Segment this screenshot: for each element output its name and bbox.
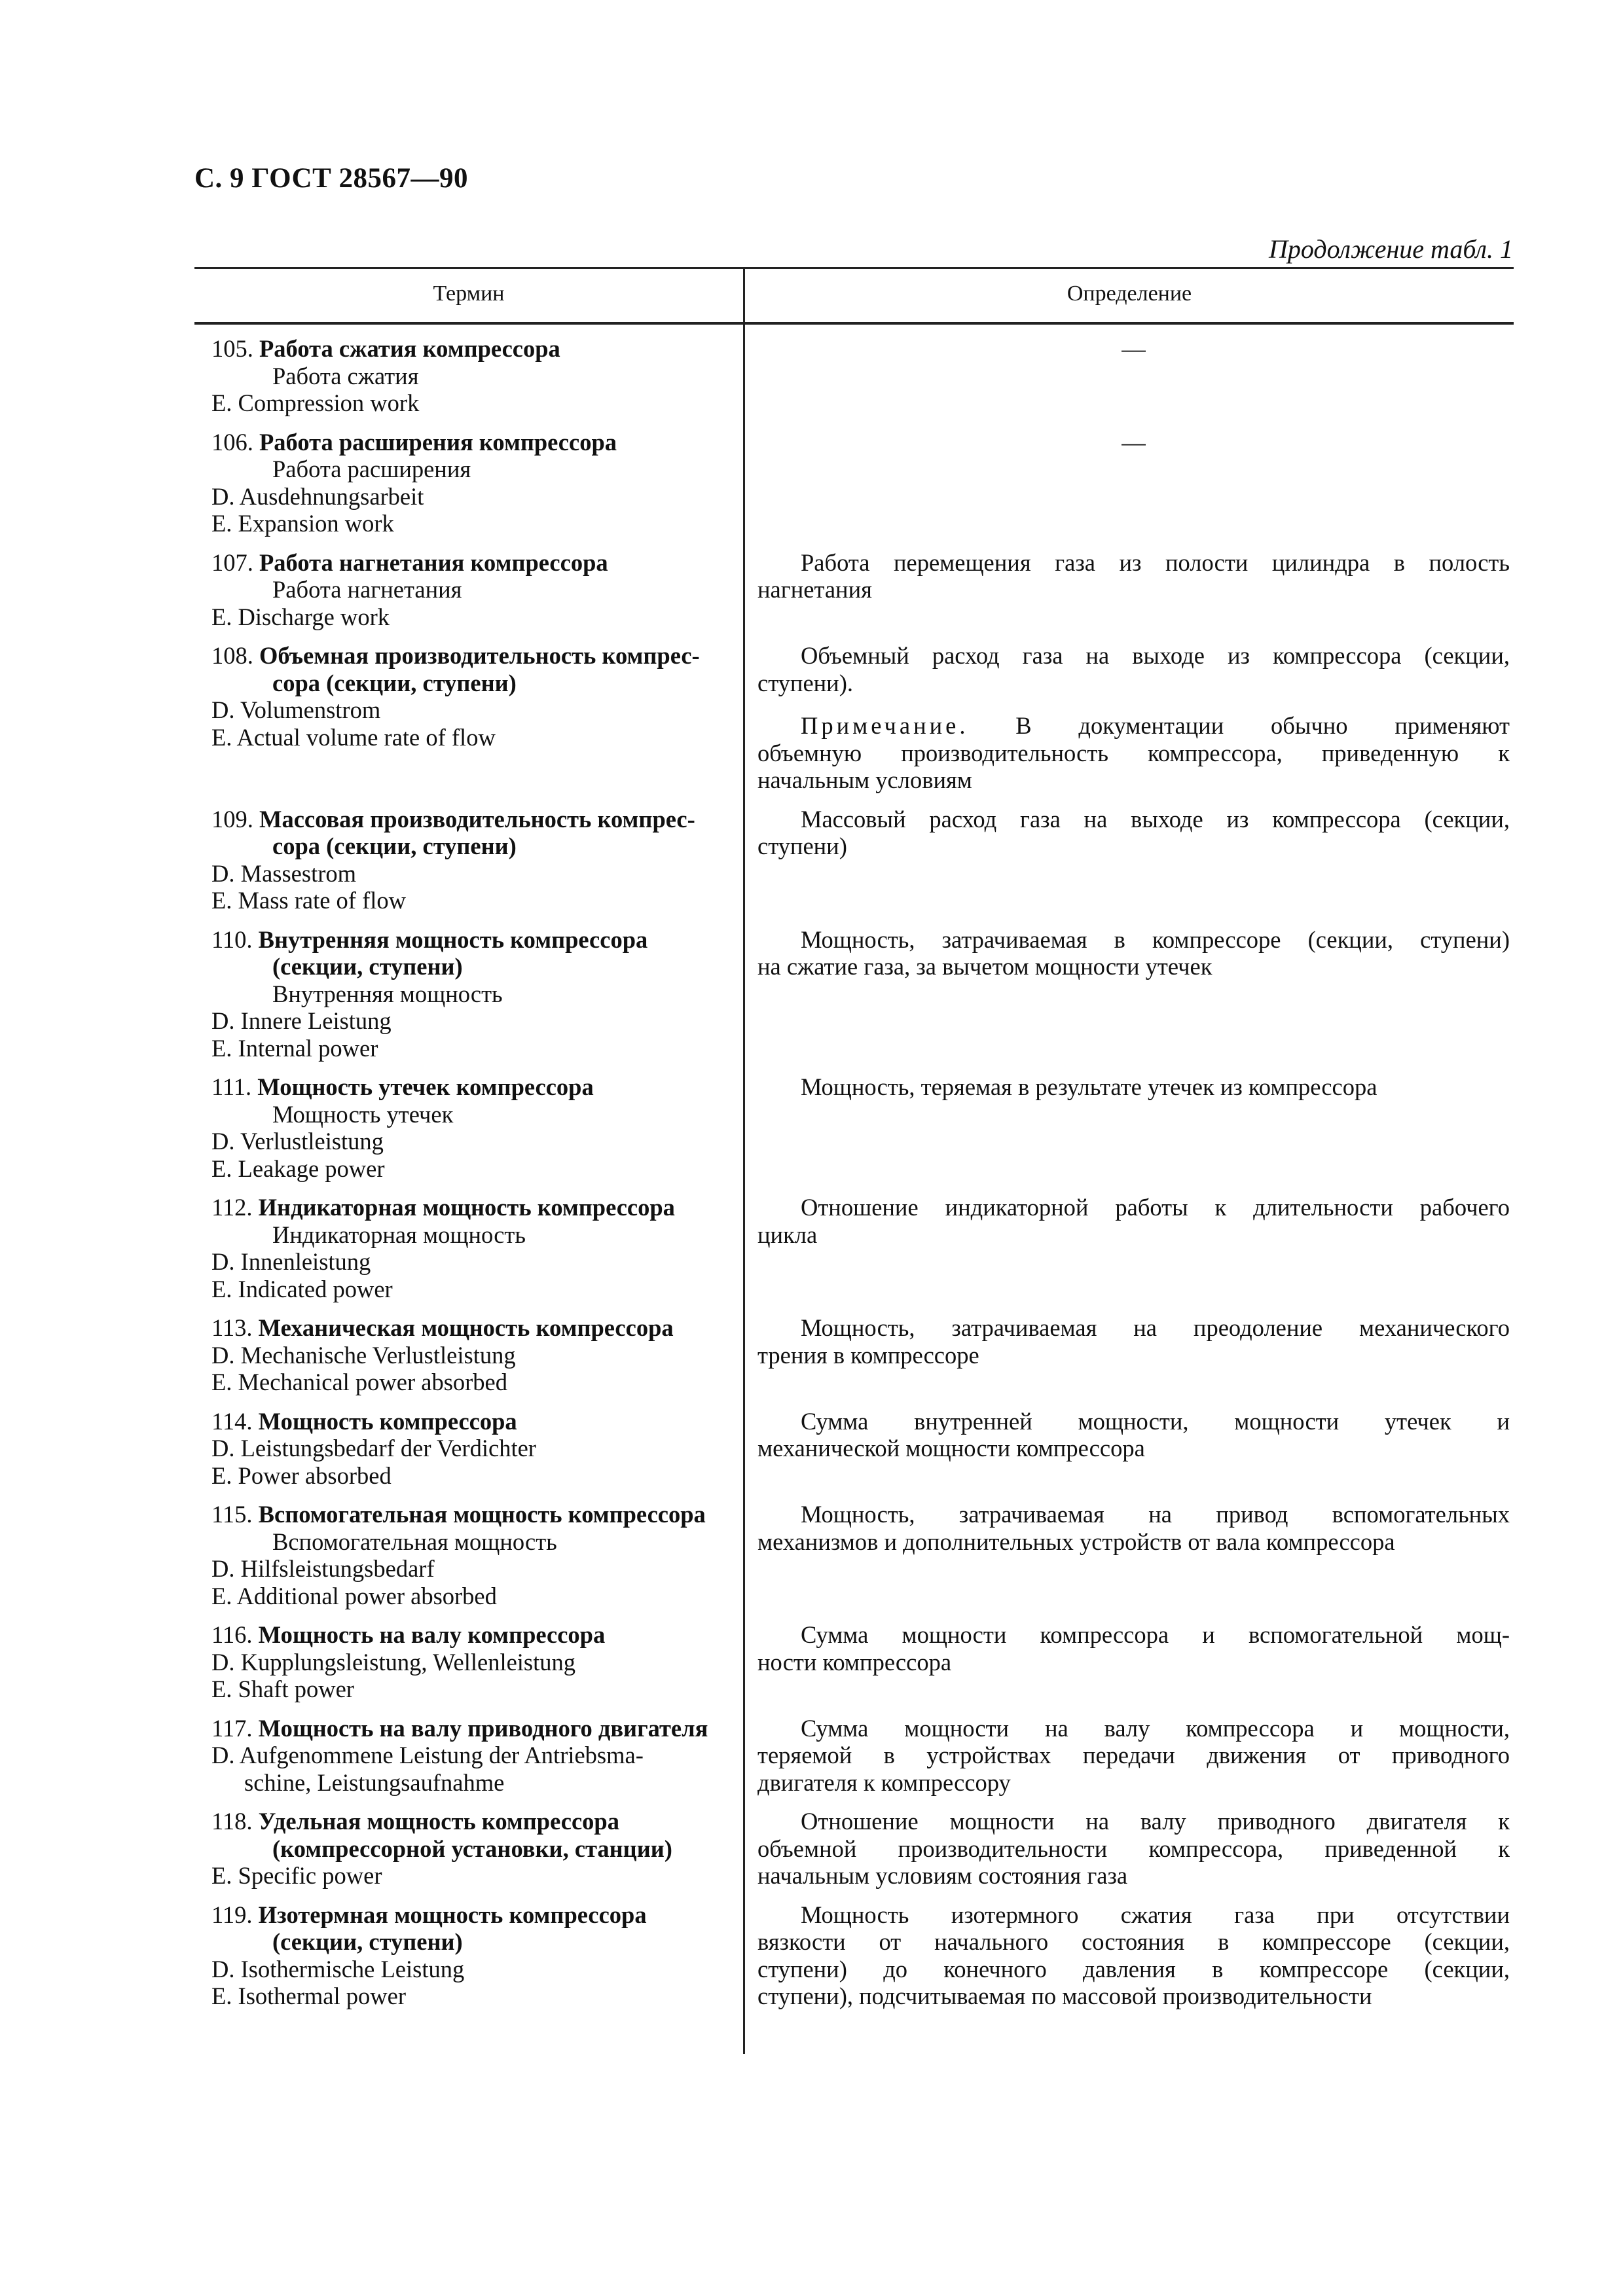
definition-line: Мощность, затрачиваемая в компрессоре (секции, ступени) xyxy=(801,925,1510,953)
term-name: Работа нагнетания компрессора xyxy=(259,548,608,576)
term-cell xyxy=(194,1901,743,2010)
definition-line: Мощность, теряемая в результате утечек из компрессора xyxy=(801,1073,1377,1100)
term-cell xyxy=(194,1408,743,1490)
term-number: 112. xyxy=(211,1194,253,1221)
term-number: 111. xyxy=(211,1073,252,1100)
term-cell xyxy=(194,1501,743,1609)
column-header-definition: Определение xyxy=(1067,281,1192,306)
term-line xyxy=(211,926,739,954)
term-name-continued: (компрессорной установки, станции) xyxy=(272,1835,672,1862)
foreign-equivalent: D. Aufgenommene Leistung der Antriebsma- xyxy=(211,1742,644,1768)
term-name-continued: (секции, ступени) xyxy=(272,1928,463,1955)
term-number: 105. xyxy=(211,335,253,362)
table-body xyxy=(194,335,1514,2022)
definition-line: двигателя к компрессору xyxy=(757,1768,1011,1796)
term-cell xyxy=(194,1314,743,1396)
foreign-equivalent: D. Volumenstrom xyxy=(211,696,381,723)
note-line: объемную производительность компрессора, приведенную к xyxy=(757,739,1510,766)
term-number: 110. xyxy=(211,925,253,953)
term-number: 119. xyxy=(211,1901,253,1928)
foreign-equivalent: E. Power absorbed xyxy=(211,1462,392,1489)
table-row xyxy=(194,1408,1514,1490)
definition-cell xyxy=(743,642,1514,794)
term-name: Массовая производительность компрес- xyxy=(259,805,695,833)
note-line xyxy=(757,712,1510,740)
foreign-equivalent: E. Mass rate of flow xyxy=(211,887,406,914)
table-row xyxy=(194,335,1514,417)
definition-line: ступени) xyxy=(757,833,847,859)
term-number: 117. xyxy=(211,1714,253,1742)
foreign-equivalent: D. Innere Leistung xyxy=(211,1007,392,1034)
definition-line: Мощность изотермного сжатия газа при отсутствии xyxy=(801,1901,1510,1928)
definition-line: ступени), подсчитываемая по массовой производительности xyxy=(757,1982,1372,2009)
term-cell xyxy=(194,1621,743,1703)
term-name: Мощность компрессора xyxy=(258,1407,517,1435)
term-name-continued: (секции, ступени) xyxy=(272,953,463,980)
foreign-equivalent: E. Mechanical power absorbed xyxy=(211,1369,508,1395)
term-name: Работа сжатия компрессора xyxy=(259,335,560,362)
definition-line: механической мощности компрессора xyxy=(757,1435,1145,1462)
term-number: 115. xyxy=(211,1501,253,1528)
foreign-equivalent: E. Actual volume rate of flow xyxy=(211,723,496,751)
note-line: начальным условиям xyxy=(757,766,972,793)
definition-line: вязкости от начального состояния в компрессоре (секции, xyxy=(757,1928,1510,1955)
term-name-continued: сора (секции, ступени) xyxy=(272,833,517,859)
foreign-equivalent: D. Innenleistung xyxy=(211,1248,371,1275)
term-line xyxy=(211,642,739,670)
term-line xyxy=(211,1621,739,1649)
table-row xyxy=(194,549,1514,631)
term-line xyxy=(211,1928,739,1956)
definition-line: теряемой в устройствах передачи движения от приводного xyxy=(757,1742,1510,1768)
foreign-equivalent: D. Isothermische Leistung xyxy=(211,1955,465,1982)
foreign-equivalent: D. Verlustleistung xyxy=(211,1128,384,1155)
definition-dash: — xyxy=(1122,428,1146,456)
table-header-rule xyxy=(194,322,1514,325)
definition-line: начальным условиям состояния газа xyxy=(757,1862,1128,1889)
term-name: Мощность на валу приводного двигателя xyxy=(258,1714,708,1742)
foreign-equivalent: E. Specific power xyxy=(211,1862,382,1889)
foreign-equivalent: E. Compression work xyxy=(211,389,420,416)
table-continuation-label: Продолжение табл. 1 xyxy=(1268,234,1513,264)
term-name: Изотермная мощность компрессора xyxy=(258,1901,647,1928)
table-top-rule xyxy=(194,267,1514,269)
term-name: Объемная производительность компрес- xyxy=(259,642,700,669)
table-row xyxy=(194,806,1514,914)
term-number: 106. xyxy=(211,428,253,456)
foreign-equivalent: E. Indicated power xyxy=(211,1275,393,1302)
term-synonym: Работа расширения xyxy=(272,456,471,482)
term-name: Вспомогательная мощность компрессора xyxy=(258,1501,706,1528)
foreign-equivalent: E. Isothermal power xyxy=(211,1982,406,2009)
definition-cell xyxy=(743,429,1514,456)
table-row xyxy=(194,429,1514,537)
term-number: 113. xyxy=(211,1314,253,1341)
term-line xyxy=(211,953,739,980)
term-cell xyxy=(194,429,743,537)
term-cell xyxy=(194,1194,743,1302)
definition-line: на сжатие газа, за вычетом мощности утечек xyxy=(757,953,1213,980)
table-row xyxy=(194,1194,1514,1302)
definition-note xyxy=(757,712,1510,794)
table-row xyxy=(194,1501,1514,1609)
table-row xyxy=(194,1314,1514,1396)
term-name: Работа расширения компрессора xyxy=(259,428,617,456)
term-line xyxy=(211,1808,739,1835)
foreign-equivalent: E. Discharge work xyxy=(211,603,390,630)
definition-line: объемной производительности компрессора, приведенной к xyxy=(757,1835,1510,1862)
term-number: 118. xyxy=(211,1808,253,1835)
definition-cell xyxy=(743,549,1514,603)
definition-cell xyxy=(743,1621,1514,1676)
definition-line: трения в компрессоре xyxy=(757,1341,979,1369)
table-row xyxy=(194,1621,1514,1703)
term-synonym: Внутренняя мощность xyxy=(272,980,503,1007)
table-row xyxy=(194,1073,1514,1182)
term-line xyxy=(211,1408,739,1435)
definition-line: ности компрессора xyxy=(757,1648,952,1676)
note-text: В документации обычно применяют xyxy=(1015,712,1510,739)
definition-cell xyxy=(743,1808,1514,1890)
foreign-equivalent: D. Leistungsbedarf der Verdichter xyxy=(211,1435,536,1462)
definition-line: ступени) до конечного давления в компрессоре (секции, xyxy=(757,1955,1510,1982)
definition-cell xyxy=(743,1314,1514,1369)
term-line xyxy=(211,1715,739,1742)
term-line xyxy=(211,1835,739,1863)
definition-cell xyxy=(743,1194,1514,1248)
term-line xyxy=(211,1501,739,1528)
definition-line: Массовый расход газа на выходе из компрессора (секции, xyxy=(801,805,1510,833)
foreign-equivalent: D. Kupplungsleistung, Wellenleistung xyxy=(211,1648,576,1676)
term-cell xyxy=(194,1808,743,1890)
note-label: Примечание. xyxy=(801,712,969,739)
term-synonym: Работа нагнетания xyxy=(272,576,462,603)
table-row xyxy=(194,1808,1514,1890)
terms-table xyxy=(194,267,1514,2054)
table-row xyxy=(194,926,1514,1062)
term-cell xyxy=(194,335,743,417)
term-cell xyxy=(194,549,743,631)
term-number: 116. xyxy=(211,1621,253,1648)
definition-cell xyxy=(743,335,1514,363)
definition-dash: — xyxy=(1122,335,1146,362)
term-line xyxy=(211,833,739,860)
term-line xyxy=(211,549,739,577)
definition-line: цикла xyxy=(757,1221,818,1248)
foreign-equivalent: D. Massestrom xyxy=(211,859,357,887)
term-name: Удельная мощность компрессора xyxy=(258,1808,619,1835)
term-name: Внутренняя мощность компрессора xyxy=(258,925,648,953)
term-line xyxy=(211,1194,739,1221)
term-number: 108. xyxy=(211,642,253,669)
foreign-equivalent: E. Internal power xyxy=(211,1034,378,1062)
term-synonym: Индикаторная мощность xyxy=(272,1221,526,1248)
definition-line: механизмов и дополнительных устройств от вала компрессора xyxy=(757,1528,1395,1555)
term-line xyxy=(211,1073,739,1101)
definition-line: Сумма мощности на валу компрессора и мощности, xyxy=(801,1714,1510,1742)
term-name: Механическая мощность компрессора xyxy=(258,1314,674,1341)
foreign-equivalent: E. Expansion work xyxy=(211,510,394,537)
term-line xyxy=(211,670,739,697)
definition-cell xyxy=(743,1901,1514,2010)
term-synonym: Вспомогательная мощность xyxy=(272,1528,557,1555)
term-number: 114. xyxy=(211,1407,253,1435)
term-line xyxy=(211,1314,739,1342)
term-line xyxy=(211,429,739,456)
foreign-equivalent: schine, Leistungsaufnahme xyxy=(244,1768,505,1796)
term-cell xyxy=(194,1715,743,1797)
foreign-equivalent: E. Additional power absorbed xyxy=(211,1582,497,1609)
term-synonym: Работа сжатия xyxy=(272,362,419,389)
term-line xyxy=(211,335,739,363)
definition-line: Сумма мощности компрессора и вспомогательной мощ- xyxy=(801,1621,1510,1648)
foreign-equivalent: D. Ausdehnungsarbeit xyxy=(211,482,424,510)
term-line xyxy=(211,1901,739,1929)
definition-line: нагнетания xyxy=(757,576,872,603)
definition-cell xyxy=(743,1073,1514,1101)
term-cell xyxy=(194,1073,743,1182)
definition-line: Мощность, затрачиваемая на привод вспомогательных xyxy=(801,1501,1510,1528)
term-name: Мощность утечек компрессора xyxy=(257,1073,594,1100)
definition-line: Отношение мощности на валу приводного двигателя к xyxy=(801,1808,1510,1835)
foreign-equivalent: D. Mechanische Verlustleistung xyxy=(211,1341,516,1369)
definition-line: Сумма внутренней мощности, мощности утечек и xyxy=(801,1407,1510,1435)
definition-cell xyxy=(743,1715,1514,1797)
definition-cell xyxy=(743,926,1514,980)
term-synonym: Мощность утечек xyxy=(272,1100,454,1128)
term-cell xyxy=(194,926,743,1062)
column-header-term: Термин xyxy=(433,281,505,306)
term-number: 109. xyxy=(211,805,253,833)
definition-line: ступени). xyxy=(757,669,853,696)
foreign-equivalent: E. Shaft power xyxy=(211,1676,354,1702)
page-header: С. 9 ГОСТ 28567—90 xyxy=(194,163,469,194)
definition-line: Мощность, затрачиваемая на преодоление механического xyxy=(801,1314,1510,1341)
term-cell xyxy=(194,642,743,751)
term-cell xyxy=(194,806,743,914)
definition-line: Отношение индикаторной работы к длительности рабочего xyxy=(801,1194,1510,1221)
term-number: 107. xyxy=(211,548,253,576)
table-row xyxy=(194,1715,1514,1797)
term-name: Индикаторная мощность компрессора xyxy=(258,1194,675,1221)
foreign-equivalent: E. Leakage power xyxy=(211,1155,385,1182)
definition-cell xyxy=(743,1408,1514,1462)
definition-line: Объемный расход газа на выходе из компрессора (секции, xyxy=(801,642,1510,669)
term-name-continued: сора (секции, ступени) xyxy=(272,669,517,696)
definition-cell xyxy=(743,806,1514,860)
definition-line: Работа перемещения газа из полости цилиндра в полость xyxy=(801,548,1510,576)
term-name: Мощность на валу компрессора xyxy=(258,1621,606,1648)
term-line xyxy=(211,806,739,833)
table-row xyxy=(194,1901,1514,2010)
table-row xyxy=(194,642,1514,794)
definition-cell xyxy=(743,1501,1514,1555)
foreign-equivalent: D. Hilfsleistungsbedarf xyxy=(211,1555,435,1582)
